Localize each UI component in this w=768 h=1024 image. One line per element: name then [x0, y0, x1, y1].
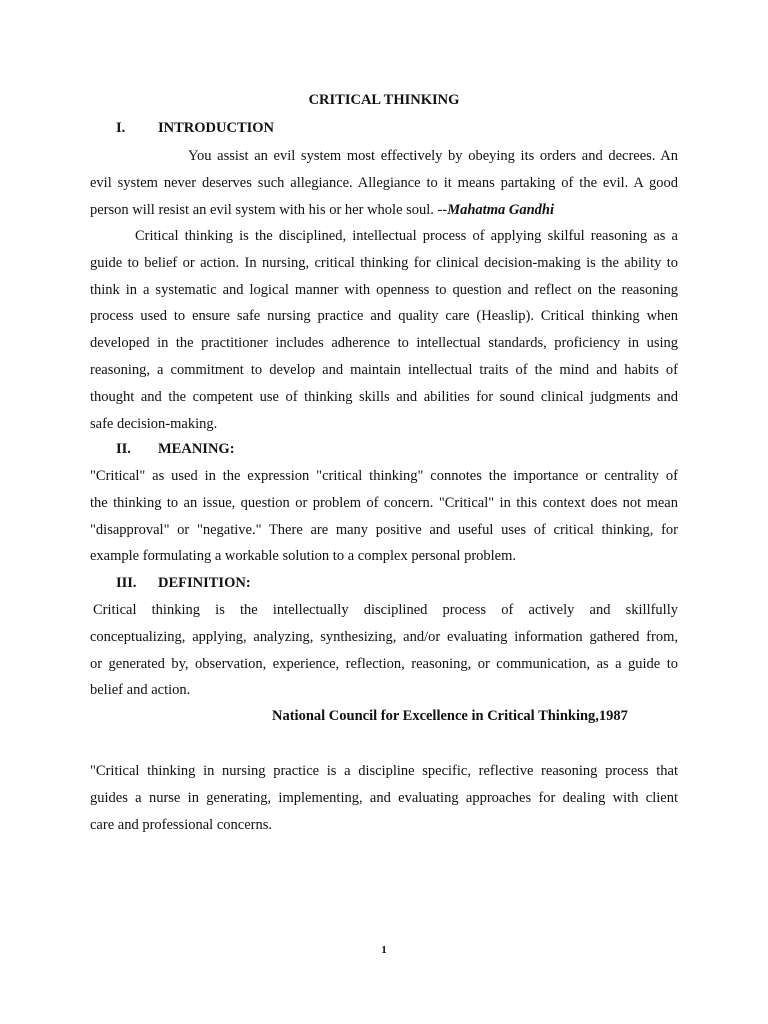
paragraph-line: "Critical" as used in the expression "critical thinking" connotes the importance or centrality of	[90, 468, 678, 484]
meaning-paragraph	[90, 463, 678, 570]
paragraph-line: belief and action.	[90, 682, 191, 699]
paragraph-line: developed in the practitioner includes adherence to intellectual standards, proficiency in using	[90, 335, 678, 352]
paragraph-line: process used to ensure safe nursing practice and quality care (Heaslip). Critical thinking when	[90, 308, 678, 325]
paragraph-line: care and professional concerns.	[90, 816, 272, 833]
quote-line: You assist an evil system most effectively by obeying its orders and decrees. An	[188, 148, 678, 164]
section-heading-introduction	[116, 120, 274, 137]
section-label: MEANING:	[158, 441, 235, 457]
paragraph-line: conceptualizing, applying, analyzing, synthesizing, and/or evaluating information gathered from,	[90, 628, 678, 645]
paragraph-line: safe decision-making.	[90, 415, 218, 432]
nursing-paragraph	[90, 758, 678, 838]
quote-line	[90, 197, 678, 224]
paragraph-line: "disapproval" or "negative." There are many positive and useful uses of critical thinking, for	[90, 521, 678, 538]
quote-line: evil system never deserves such allegiance. Allegiance to it means partaking of the evil. A good	[90, 174, 678, 191]
section-number: II.	[116, 441, 131, 457]
paragraph-line: or generated by, observation, experience, reflection, reasoning, or communication, as a guide to	[90, 655, 678, 672]
paragraph-line: example formulating a workable solution to a complex personal problem.	[90, 548, 517, 565]
section-label: INTRODUCTION	[158, 120, 275, 136]
section-label: DEFINITION:	[158, 575, 251, 591]
paragraph-line: Critical thinking is the disciplined, intellectual process of applying skilful reasoning as a	[135, 228, 678, 244]
paragraph-line: guides a nurse in generating, implementing, and evaluating approaches for dealing with client	[90, 789, 678, 806]
definition-paragraph	[90, 597, 678, 704]
paragraph-line: reasoning, a commitment to develop and maintain intellectual traits of the mind and habits of	[90, 361, 678, 378]
paragraph-line: guide to belief or action. In nursing, critical thinking for clinical decision-making is the ability to	[90, 254, 678, 271]
gandhi-quote	[90, 143, 678, 223]
paragraph-line: thought and the competent use of thinking skills and abilities for sound clinical judgments and	[90, 388, 678, 405]
paragraph-line: the thinking to an issue, question or problem of concern. "Critical" in this context does not mean	[90, 494, 678, 511]
page-number: 1	[381, 944, 387, 956]
intro-paragraph	[90, 223, 678, 437]
quote-author: Mahatma Gandhi	[447, 201, 554, 218]
section-heading-meaning	[116, 441, 235, 458]
page-title: CRITICAL THINKING	[308, 92, 460, 108]
paragraph-line: "Critical thinking in nursing practice is a discipline specific, reflective reasoning process that	[90, 763, 678, 779]
paragraph-line: Critical thinking is the intellectually disciplined process of actively and skillfully	[93, 602, 678, 618]
section-heading-definition	[116, 575, 251, 592]
definition-attribution: National Council for Excellence in Critical Thinking,1987	[272, 708, 628, 724]
paragraph-line: think in a systematic and logical manner with openness to question and reflect on the reasoning	[90, 281, 678, 298]
section-number: I.	[116, 120, 126, 136]
section-number: III.	[116, 575, 137, 591]
quote-text: person will resist an evil system with his or her whole soul. --	[90, 201, 448, 218]
